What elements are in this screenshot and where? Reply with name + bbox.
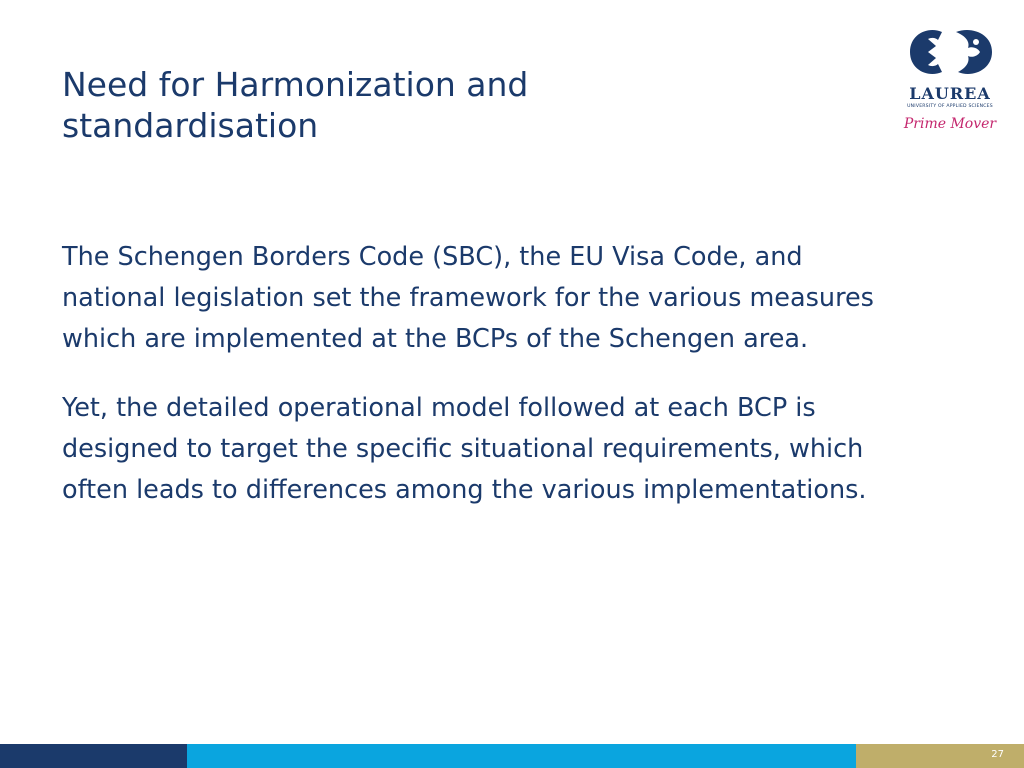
slide-body bbox=[62, 237, 892, 539]
logo-tagline: Prime Mover bbox=[903, 116, 997, 132]
laurea-logo bbox=[900, 26, 1000, 138]
laurea-emblem-icon bbox=[906, 26, 996, 78]
body-paragraph: The Schengen Borders Code (SBC), the EU Visa Code, and national legislation set the framework for the various measures which are implemented at the BCPs of the Schengen area. bbox=[62, 242, 874, 354]
body-paragraph: Yet, the detailed operational model followed at each BCP is designed to target the specific situational requirements, which often leads to differences among the various implementations. bbox=[62, 393, 867, 505]
logo-wordmark: LAUREA bbox=[909, 84, 991, 103]
footer-segment-dark-blue bbox=[0, 744, 187, 768]
footer-bar bbox=[0, 744, 1024, 768]
footer-segment-gold bbox=[856, 744, 1024, 768]
page-number: 27 bbox=[991, 749, 1004, 760]
logo-subtitle: UNIVERSITY OF APPLIED SCIENCES bbox=[907, 104, 993, 109]
slide-title: Need for Harmonization and standardisation bbox=[62, 65, 529, 145]
footer-segment-light-blue bbox=[187, 744, 856, 768]
